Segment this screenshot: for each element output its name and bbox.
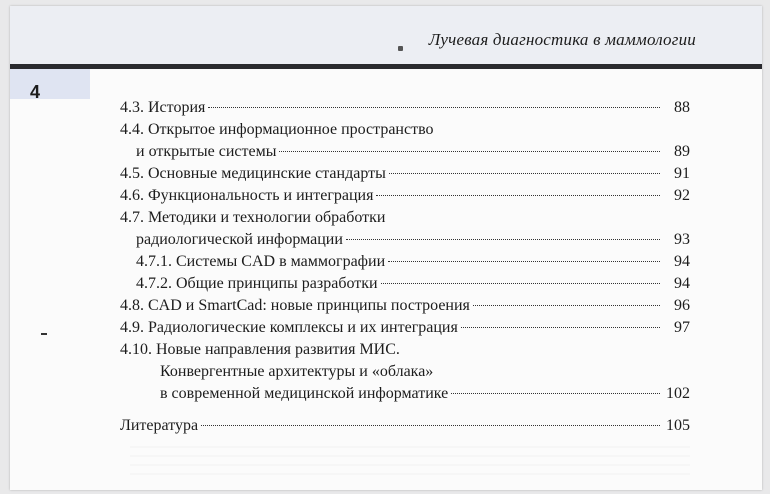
toc-entry-title: 4.10. Новые направления развития МИС. — [120, 341, 400, 358]
toc-entry — [136, 273, 690, 295]
toc-entry-page: 94 — [674, 253, 690, 270]
toc-entry-title: радиологической информации — [136, 231, 343, 248]
toc-entry — [136, 141, 690, 163]
dot-leader — [201, 425, 660, 426]
running-title: Лучевая диагностика в маммологии — [428, 30, 696, 49]
dot-leader — [381, 283, 660, 284]
dot-leader — [279, 151, 660, 152]
toc-entry-title: 4.9. Радиологические комплексы и их интеграция — [120, 319, 458, 336]
toc-entry — [120, 415, 690, 437]
toc-entry-title: Литература — [120, 417, 199, 434]
toc-entry — [136, 229, 690, 251]
toc-entry-page: 91 — [674, 165, 690, 182]
toc-entry-title: 4.4. Открытое информационное пространство — [120, 121, 434, 138]
toc-entry-title: Конвергентные архитектуры и «облака» — [160, 363, 434, 380]
dot-leader — [389, 173, 660, 174]
toc-entry — [120, 119, 690, 141]
toc-entry-page: 89 — [674, 143, 690, 160]
toc-entry-page: 96 — [674, 297, 690, 314]
toc-entry-title: 4.6. Функциональность и интеграция — [120, 187, 374, 204]
dot-leader — [461, 327, 660, 328]
toc-entry — [120, 339, 690, 361]
toc-entry-page: 102 — [666, 385, 690, 402]
book-page — [10, 6, 762, 490]
dot-leader — [388, 261, 660, 262]
bleed-through-texture — [130, 446, 690, 476]
toc-entry-title: 4.7. Методики и технологии обработки — [120, 209, 386, 226]
toc-entry — [160, 383, 690, 405]
toc-entry-title: 4.5. Основные медицинские стандарты — [120, 165, 386, 182]
toc-entry-title: 4.7.2. Общие принципы разработки — [136, 275, 378, 292]
dot-leader — [376, 195, 660, 196]
dot-leader — [208, 107, 660, 108]
dot-leader — [473, 305, 660, 306]
toc-entry — [160, 361, 690, 383]
table-of-contents — [10, 6, 762, 490]
toc-entry — [136, 251, 690, 273]
toc-entry-page: 97 — [674, 319, 690, 336]
toc-entry-title: 4.3. История — [120, 99, 206, 116]
toc-entry-page: 92 — [674, 187, 690, 204]
toc-entry — [120, 163, 690, 185]
toc-entry — [120, 207, 690, 229]
dot-leader — [451, 393, 660, 394]
toc-entry-page: 105 — [666, 417, 690, 434]
page-number: 4 — [30, 82, 41, 102]
toc-entry-title: 4.8. CAD и SmartCad: новые принципы построения — [120, 297, 470, 314]
toc-entry-title: 4.7.1. Системы CAD в маммографии — [136, 253, 386, 270]
toc-entry — [120, 317, 690, 339]
toc-entry — [120, 97, 690, 119]
toc-entry-page: 93 — [674, 231, 690, 248]
toc-entry-title: в современной медицинской информатике — [160, 385, 449, 402]
toc-entry — [120, 295, 690, 317]
toc-entry-title: и открытые системы — [136, 143, 277, 160]
toc-entry-page: 88 — [674, 99, 690, 116]
toc-entry-page: 94 — [674, 275, 690, 292]
dot-leader — [346, 239, 660, 240]
toc-entry — [120, 185, 690, 207]
